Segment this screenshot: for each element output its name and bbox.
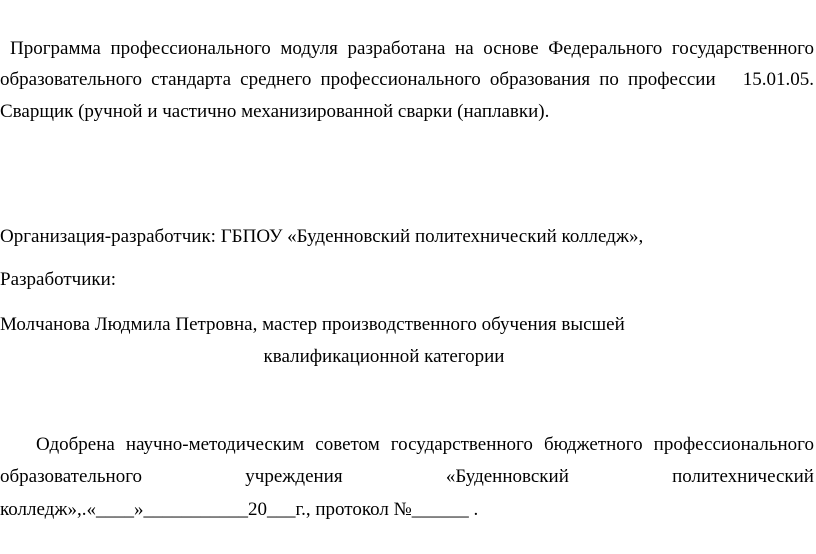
approval-line-1 xyxy=(0,433,816,457)
word: модуля xyxy=(280,38,338,59)
word: Одобрена xyxy=(36,434,115,455)
word: образовательного xyxy=(0,466,143,487)
word: профессии xyxy=(628,69,716,90)
word: научно-методическим xyxy=(125,434,305,455)
word: учреждения xyxy=(245,466,343,487)
word: стандарта xyxy=(151,69,232,90)
intro-line-3: Сварщик (ручной и частично механизированной сварки (наплавки). xyxy=(0,101,550,122)
word: образовательного xyxy=(0,69,143,90)
organization-line: Организация-разработчик: ГБПОУ «Буденновский политехнический колледж», xyxy=(0,226,644,247)
word: профессионального xyxy=(320,69,481,90)
word: среднего xyxy=(240,69,312,90)
word: основе xyxy=(483,38,539,59)
approval-line-2 xyxy=(0,465,816,489)
intro-line-1 xyxy=(0,37,816,61)
word: на xyxy=(455,38,474,59)
developer-line-2: квалификационной категории xyxy=(263,346,505,367)
word: профессионального xyxy=(110,38,271,59)
word: 15.01.05. xyxy=(742,69,814,90)
developer-line-1: Молчанова Людмила Петровна, мастер производственного обучения высшей xyxy=(0,314,625,335)
developers-label: Разработчики: xyxy=(0,269,117,290)
word: образования xyxy=(489,69,591,90)
word: Программа xyxy=(10,38,101,59)
word: советом xyxy=(315,434,380,455)
word: разработана xyxy=(347,38,446,59)
word: государственного xyxy=(671,38,814,59)
word: Федерального xyxy=(548,38,663,59)
word: политехнический xyxy=(672,466,814,487)
approval-line-3: колледж»,.«____»___________20___г., протокол №______ . xyxy=(0,499,479,520)
word: государственного xyxy=(390,434,533,455)
word: бюджетного xyxy=(543,434,643,455)
intro-line-2 xyxy=(0,68,816,92)
word: по xyxy=(599,69,619,90)
word: «Буденновский xyxy=(445,466,569,487)
word: профессионального xyxy=(653,434,814,455)
